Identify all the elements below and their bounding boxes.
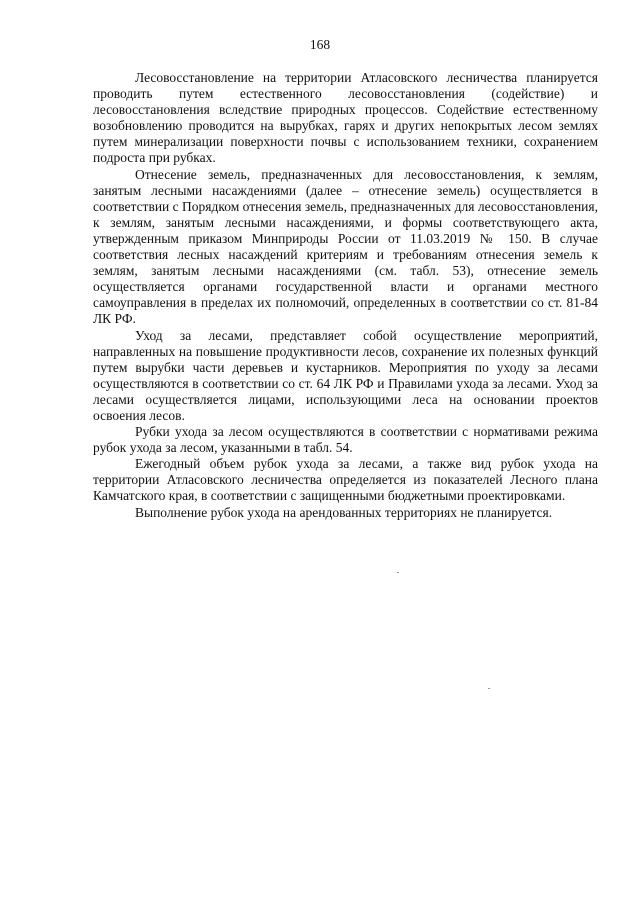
paragraph-annual-volume: Ежегодный объем рубок ухода за лесами, а также вид рубок ухода на территории Атласовского лесничества определяется из показателей Лесного плана Камчатского края, в соответствии с защищенными бюджетными проектировками. (93, 456, 598, 504)
paragraph-forest-care: Уход за лесами, представляет собой осуществление мероприятий, направленных на повышение продуктивности лесов, сохранение их полезных функций путем вырубки части деревьев и кустарников. Мероприятия по уходу за лесами осуществляются в соответствии со ст. 64 ЛК РФ и Правилами ухода за лесами. Уход за лесами осуществляется лицами, использующими леса на основании проектов освоения лесов. (93, 327, 598, 423)
paragraph-thinning-norms: Рубки ухода за лесом осуществляются в соответствии с нормативами режима рубок ухода за лесом, указанными в табл. 54. (93, 424, 598, 456)
paragraph-reforestation: Лесовосстановление на территории Атласовского лесничества планируется проводить путем естественного лесовосстановления (содействие) и лесовосстановления вследствие природных процессов. Содействие естественному возобновлению проводится на вырубках, гарях и других непокрытых лесом землях путем минерализации поверхности почвы с использованием техники, сохранением подроста при рубках. (93, 70, 598, 166)
scan-speck (397, 572, 399, 573)
document-body (93, 70, 598, 521)
paragraph-land-classification: Отнесение земель, предназначенных для лесовосстановления, к землям, занятым лесными насаждениями (далее – отнесение земель) осуществляется в соответствии с Порядком отнесения земель, предназначенных для лесовосстановления, к землям, занятым лесными насаждениями, и формы соответствующего акта, утвержденным приказом Минприроды России от 11.03.2019 № 150. В случае соответствия лесных насаждений критериям и требованиям отнесения земель к землям, занятым лесными насаждениями (см. табл. 53), отнесение земель осуществляется органами государственной власти и органами местного самоуправления в пределах их полномочий, определенных в соответствии со ст. 81-84 ЛК РФ. (93, 166, 598, 327)
page-number: 168 (309, 37, 331, 52)
scan-speck (488, 688, 490, 689)
paragraph-leased-territories: Выполнение рубок ухода на арендованных территориях не планируется. (135, 504, 553, 520)
